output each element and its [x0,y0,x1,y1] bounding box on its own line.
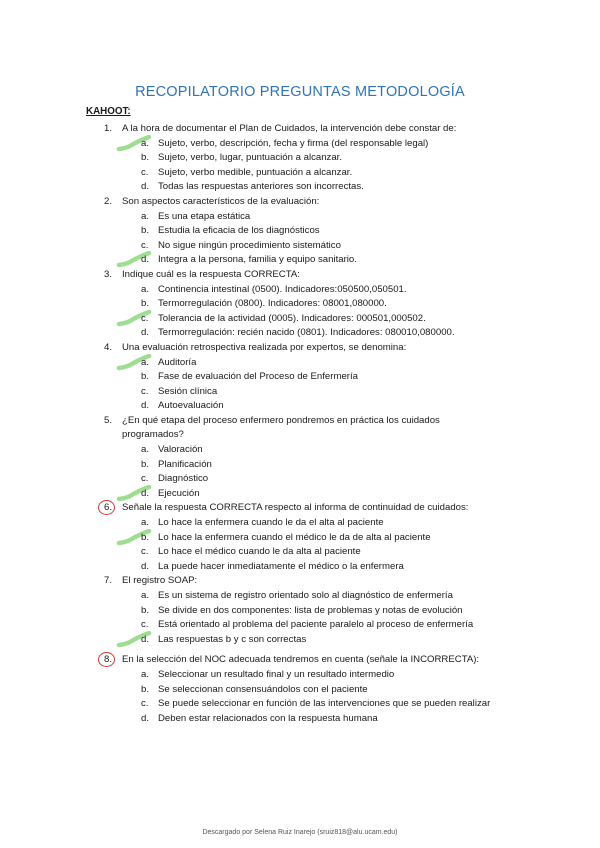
answer-option [0,545,600,560]
question-stem [0,574,600,589]
option-text: Se seleccionan consensuándolos con el paciente [158,683,368,695]
option-letter: c. [141,546,149,558]
option-letter: a. [141,283,150,295]
option-letter: b. [141,225,150,237]
answer-option [0,697,600,712]
option-text: Se puede seleccionar en función de las intervenciones que se pueden realizar [158,698,491,710]
question-text: Indique cuál es la respuesta CORRECTA: [122,268,300,280]
option-text: Termorregulación (0800). Indicadores: 08001,080000. [158,298,387,310]
option-text: Valoración [158,444,203,456]
option-text: Sesión clínica [158,385,218,397]
question-text: En la selección del NOC adecuada tendremos en cuenta (señale la INCORRECTA): [122,654,480,666]
question-3 [0,268,600,341]
answer-option [0,312,600,327]
answer-option [0,253,600,268]
question-stem [0,653,600,668]
option-letter: b. [141,152,150,164]
option-letter: c. [141,312,149,324]
question-8 [0,653,600,726]
answer-option [0,224,600,239]
answer-option [0,443,600,458]
option-letter: a. [141,517,150,529]
option-text: Termorregulación: recién nacido (0801). Indicadores: 080010,080000. [158,327,455,339]
answer-option [0,712,600,727]
option-text: Lo hace la enfermera cuando le da el alta al paciente [158,517,384,529]
option-letter: d. [141,712,150,724]
answer-option [0,458,600,473]
answer-option [0,604,600,619]
question-5 [0,414,600,502]
answer-option [0,137,600,152]
answer-option [0,560,600,575]
option-letter: c. [141,698,149,710]
option-text: Planificación [158,458,212,470]
option-text: Deben estar relacionados con la respuesta humana [158,712,378,724]
question-number: 1. [104,123,113,134]
question-number: 5. [104,414,113,426]
answer-option [0,618,600,633]
option-text: Lo hace el médico cuando le da alta al paciente [158,546,361,558]
option-letter: b. [141,298,150,310]
question-text: A la hora de documentar el Plan de Cuidados, la intervención debe constar de: [122,123,457,134]
option-text: Lo hace la enfermera cuando el médico le da de alta al paciente [158,531,431,543]
option-text: Es una etapa estática [158,210,251,222]
option-letter: b. [141,458,150,470]
question-stem [0,195,600,210]
question-number: 4. [104,341,113,353]
question-number: 3. [104,268,113,280]
option-letter: c. [141,619,149,631]
question-stem [0,268,600,283]
answer-option [0,326,600,341]
answer-option [0,516,600,531]
option-letter: b. [141,683,150,695]
option-letter: a. [141,210,150,222]
page-title: RECOPILATORIO PREGUNTAS METODOLOGÍA [135,84,465,100]
question-text: El registro SOAP: [122,575,198,587]
answer-option [0,487,600,502]
answer-option [0,283,600,298]
question-stem [0,414,462,443]
answer-option [0,166,600,181]
option-text: No sigue ningún procedimiento sistemático [158,239,341,251]
question-list [0,122,600,726]
question-stem [0,341,600,356]
option-letter: a. [141,590,150,601]
option-letter: a. [141,668,150,680]
question-6 [0,501,600,574]
option-letter: c. [141,385,149,397]
question-text: Son aspectos característicos de la evaluación: [122,195,320,207]
question-text: Una evaluación retrospectiva realizada por expertos, se denomina: [122,341,407,353]
answer-option [0,151,600,166]
answer-option [0,399,600,414]
option-text: Sujeto, verbo medible, puntuación a alcanzar. [158,166,353,178]
question-text: ¿En qué etapa del proceso enfermero pondremos en práctica los cuidados programados? [122,414,440,441]
answer-option [0,472,600,487]
answer-option [0,668,600,683]
question-stem [0,122,600,137]
option-text: Sujeto, verbo, descripción, fecha y firma (del responsable legal) [158,137,429,149]
option-letter: c. [141,473,149,485]
option-letter: a. [141,444,150,456]
option-letter: b. [141,604,150,616]
option-text: Auditoría [158,356,197,368]
option-text: Continencia intestinal (0500). Indicadores:050500,050501. [158,283,407,295]
section-heading: KAHOOT: [86,106,131,117]
option-letter: d. [141,633,150,645]
option-letter: c. [141,239,149,251]
option-letter: d. [141,487,150,499]
answer-option [0,385,600,400]
answer-option [0,356,600,371]
option-text: Integra a la persona, familia y equipo sanitario. [158,254,357,266]
option-text: Autoevaluación [158,400,224,412]
question-4 [0,341,600,414]
option-letter: d. [141,254,150,266]
option-text: Estudia la eficacia de los diagnósticos [158,225,320,237]
option-text: Seleccionar un resultado final y un resultado intermedio [158,668,395,680]
question-stem [0,501,600,516]
question-7 [0,574,600,647]
option-letter: d. [141,327,150,339]
question-number: 8. [104,654,113,666]
option-text: Diagnóstico [158,473,209,485]
option-text: Está orientado al problema del paciente paralelo al proceso de enfermería [158,619,474,631]
option-letter: d. [141,181,150,193]
option-letter: a. [141,356,150,368]
download-footer: Descargado por Selena Ruiz Inarejo (sruiz818@alu.ucam.edu) [202,829,398,836]
answer-option [0,683,600,698]
question-1 [0,122,600,195]
option-letter: a. [141,137,150,149]
option-text: Sujeto, verbo, lugar, puntuación a alcanzar. [158,152,343,164]
answer-option [0,180,600,195]
answer-option [0,370,600,385]
question-number: 2. [104,195,113,207]
question-2 [0,195,600,268]
question-number: 6. [104,502,113,514]
answer-option [0,531,600,546]
option-text: Es un sistema de registro orientado solo al diagnóstico de enfermería [158,590,453,601]
option-letter: b. [141,531,150,543]
question-number: 7. [104,575,113,587]
option-text: Fase de evaluación del Proceso de Enfermería [158,371,358,383]
answer-option [0,239,600,254]
option-text: Todas las respuestas anteriores son incorrectas. [158,181,364,193]
option-letter: c. [141,166,149,178]
option-text: Se divide en dos componentes: lista de problemas y notas de evolución [158,604,463,616]
answer-option [0,633,600,648]
option-text: Las respuestas b y c son correctas [158,633,307,645]
option-text: La puede hacer inmediatamente el médico o la enfermera [158,560,404,572]
answer-option [0,297,600,312]
option-text: Tolerancia de la actividad (0005). Indicadores: 000501,000502. [158,312,426,324]
option-letter: d. [141,560,150,572]
question-text: Señale la respuesta CORRECTA respecto al informa de continuidad de cuidados: [122,502,469,514]
option-letter: d. [141,400,150,412]
answer-option [0,589,600,604]
option-text: Ejecución [158,487,200,499]
answer-option [0,210,600,225]
option-letter: b. [141,371,150,383]
